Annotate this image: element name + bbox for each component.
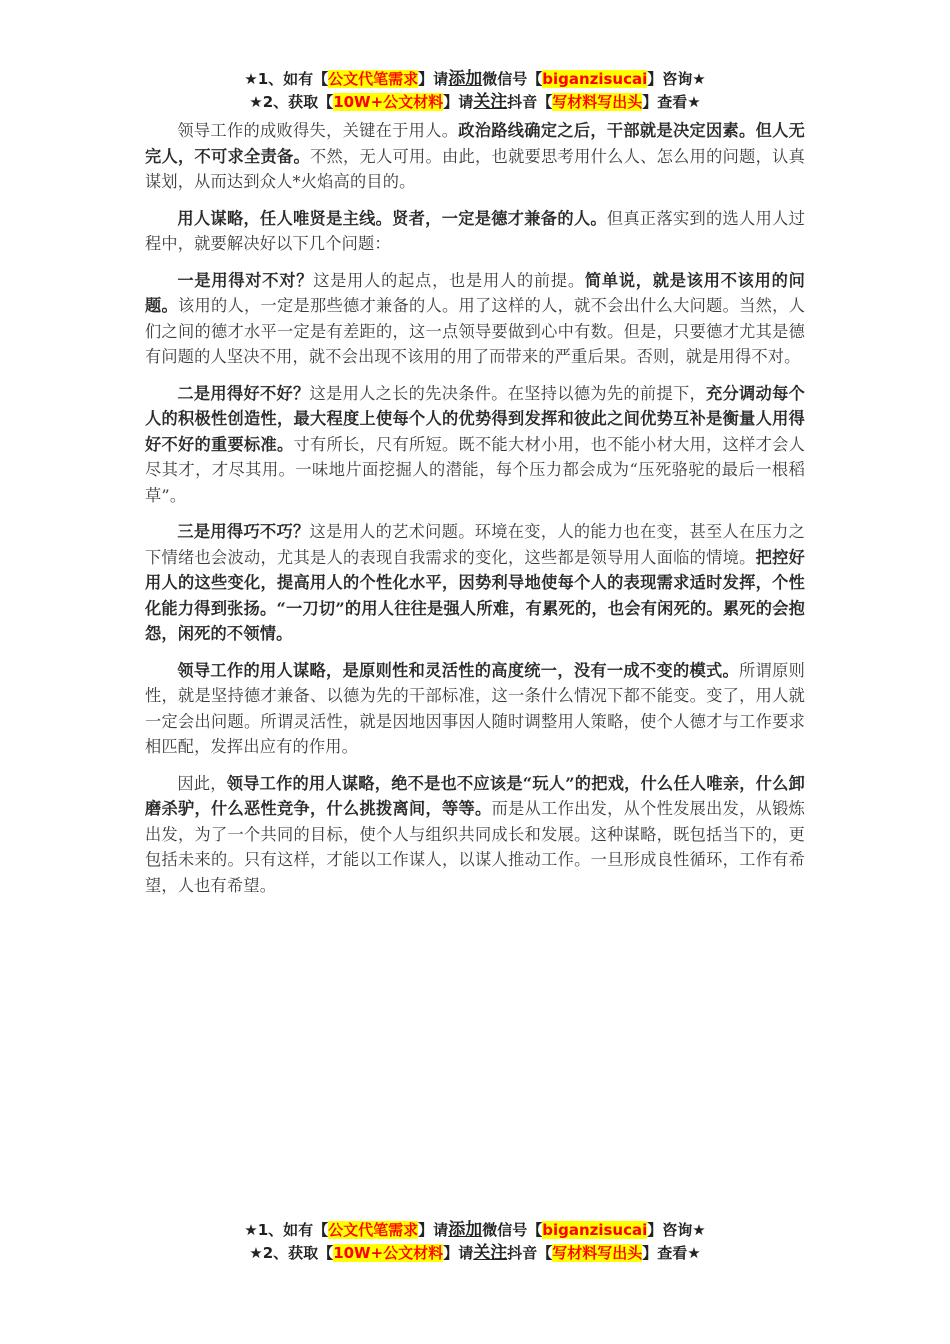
highlight-materials: 10W+公文材料 xyxy=(333,1244,444,1262)
highlight-douyin-account: 写材料写出头 xyxy=(552,93,643,111)
footer-banner xyxy=(0,1219,950,1265)
banner-line-2: ★2、获取【10W+公文材料】请关注抖音【写材料写出头】查看★ xyxy=(249,92,701,112)
banner-line-2: ★2、获取【10W+公文材料】请关注抖音【写材料写出头】查看★ xyxy=(249,1243,701,1263)
highlight-wechat-id: biganzisucai xyxy=(542,70,648,88)
emphasis-follow: 关注 xyxy=(473,1243,508,1263)
banner-line-1: ★1、如有【公文代笔需求】请添加微信号【biganzisucai】咨询★ xyxy=(244,1220,706,1240)
paragraph: 二是用得好不好？这是用人之长的先决条件。在坚持以德为先的前提下，充分调动每个人的积极性创造性，最大程度上使每个人的优势得到发挥和彼此之间优势互补是衡量人用得好不好的重要标准。寸有所长，尺有所短。既不能大材小用，也不能小材大用，这样才会人尽其才，才尽其用。一味地片面挖掘人的潜能，每个压力都会成为“压死骆驼的最后一根稻草”。 xyxy=(145,383,805,505)
paragraph: 因此，领导工作的用人谋略，绝不是也不应该是“玩人”的把戏，什么任人唯亲，什么卸磨杀驴，什么恶性竞争，什么挑拨离间，等等。而是从工作出发，从个性发展出发，从锻炼出发，为了一个共同的目标，使个人与组织共同成长和发展。这种谋略，既包括当下的，更包括未来的。只有这样，才能以工作谋人，以谋人推动工作。一旦形成良性循环，工作有希望，人也有希望。 xyxy=(145,773,805,895)
emphasis-add: 添加 xyxy=(448,1220,483,1240)
paragraph: 一是用得对不对？这是用人的起点，也是用人的前提。简单说，就是该用不该用的问题。该用的人，一定是那些德才兼备的人。用了这样的人，就不会出什么大问题。当然，人们之间的德才水平一定是有差距的，这一点领导要做到心中有数。但是，只要德才尤其是德有问题的人坚决不用，就不会出现不该用的用了而带来的严重后果。否则，就是用得不对。 xyxy=(145,270,805,366)
paragraph: 三是用得巧不巧？这是用人的艺术问题。环境在变，人的能力也在变，甚至人在压力之下情绪也会波动，尤其是人的表现自我需求的变化，这些都是领导用人面临的情境。把控好用人的这些变化，提高用人的个性化水平，因势利导地使每个人的表现需求适时发挥，个性化能力得到张扬。“一刀切”的用人往往是强人所难，有累死的，也会有闲死的。累死的会抱怨，闲死的不领情。 xyxy=(145,522,805,643)
highlight-service: 公文代笔需求 xyxy=(328,70,419,88)
highlight-materials: 10W+公文材料 xyxy=(333,93,444,111)
paragraph: 领导工作的成败得失，关键在于用人。政治路线确定之后，干部就是决定因素。但人无完人，不可求全责备。不然，无人可用。由此，也就要思考用什么人、怎么用的问题，认真谋划，从而达到众人*火焰高的目的。 xyxy=(145,121,806,191)
paragraph: 用人谋略，任人唯贤是主线。贤者，一定是德才兼备的人。但真正落实到的选人用人过程中，就要解决好以下几个问题： xyxy=(145,208,805,253)
emphasis-add: 添加 xyxy=(448,69,483,89)
header-banner xyxy=(0,68,950,114)
paragraph: 领导工作的用人谋略，是原则性和灵活性的高度统一，没有一成不变的模式。所谓原则性，就是坚持德才兼备、以德为先的干部标准，这一条什么情况下都不能变。变了，用人就一定会出问题。所谓灵活性，就是因地因事因人随时调整用人策略，使个人德才与工作要求相匹配，发挥出应有的作用。 xyxy=(145,660,805,756)
highlight-service: 公文代笔需求 xyxy=(328,1221,419,1239)
emphasis-follow: 关注 xyxy=(473,92,508,112)
banner-line-1: ★1、如有【公文代笔需求】请添加微信号【biganzisucai】咨询★ xyxy=(244,69,706,89)
highlight-douyin-account: 写材料写出头 xyxy=(552,1244,643,1262)
article-body xyxy=(145,118,805,909)
highlight-wechat-id: biganzisucai xyxy=(542,1221,648,1239)
